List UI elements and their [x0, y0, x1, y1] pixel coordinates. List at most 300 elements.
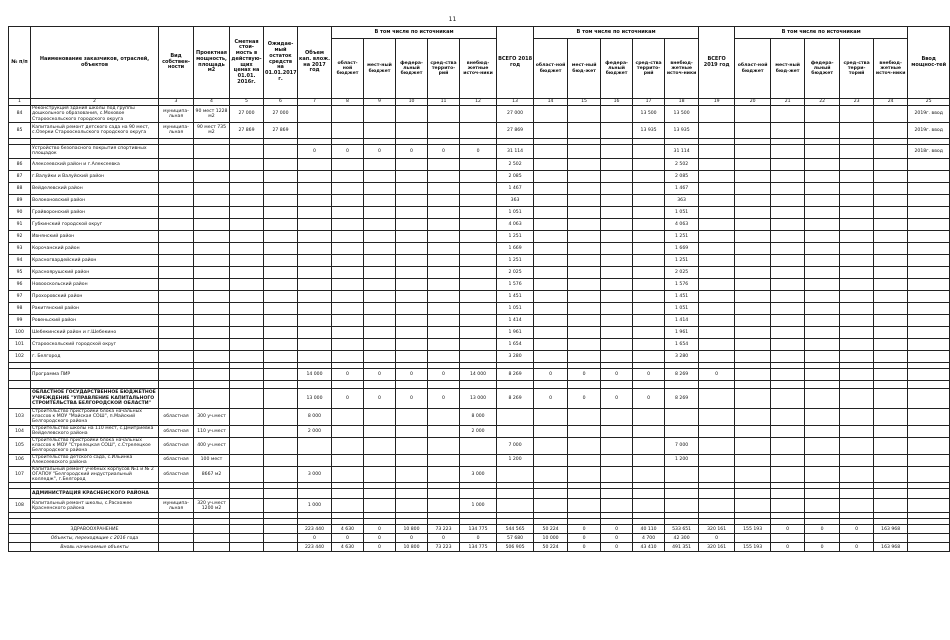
budget-table: [8, 26, 950, 552]
row-cell: [568, 278, 601, 290]
table-row: [9, 454, 950, 466]
row-cell: [771, 290, 805, 302]
row-cell: [396, 194, 428, 206]
column-number: 8: [332, 99, 364, 106]
row-cell: [735, 454, 771, 466]
row-cell: [735, 194, 771, 206]
row-cell: [364, 158, 396, 170]
row-cell: [633, 380, 665, 388]
row-cell: [805, 454, 840, 466]
row-cell: 0: [534, 388, 568, 408]
row-cell: [771, 266, 805, 278]
row-cell: 1 576: [665, 278, 699, 290]
row-cell: [665, 380, 699, 388]
row-cell: [332, 182, 364, 194]
row-cell: 223 440: [298, 525, 332, 534]
row-cell: 8 000: [298, 408, 332, 425]
row-cell: [805, 466, 840, 483]
row-cell: [298, 454, 332, 466]
row-cell: [633, 158, 665, 170]
row-cell: [840, 122, 874, 138]
row-cell: 363: [665, 194, 699, 206]
row-cell: [460, 302, 497, 314]
row-cell: [771, 388, 805, 408]
row-cell: [568, 326, 601, 338]
row-cell: [159, 350, 194, 362]
row-cell: [428, 266, 460, 278]
header-group2: В том числе по источникам: [534, 27, 699, 39]
row-cell: [735, 499, 771, 513]
row-cell: [298, 350, 332, 362]
row-cell: [568, 425, 601, 437]
row-cell: [396, 408, 428, 425]
row-cell: [771, 106, 805, 123]
row-name: Вейделевский район: [31, 182, 159, 194]
row-cell: [428, 338, 460, 350]
row-cell: [633, 278, 665, 290]
row-cell: [735, 350, 771, 362]
row-cell: [874, 144, 908, 158]
row-cell: [230, 425, 264, 437]
row-cell: [568, 338, 601, 350]
row-cell: [805, 408, 840, 425]
row-cell: [194, 144, 230, 158]
header-sub2: федера-льный бюджет: [601, 39, 633, 99]
row-cell: 3 280: [665, 350, 699, 362]
row-cell: [428, 170, 460, 182]
row-cell: [298, 437, 332, 454]
row-cell: [428, 302, 460, 314]
row-name: Вновь начинаемые объекты: [31, 543, 159, 552]
header-type: Вид собствен-ности: [159, 27, 194, 99]
row-cell: [428, 454, 460, 466]
row-cell: 1 467: [665, 182, 699, 194]
row-cell: 0: [460, 144, 497, 158]
row-cell: [534, 254, 568, 266]
row-cell: 1 654: [497, 338, 534, 350]
row-cell: 300 уч.мест: [194, 408, 230, 425]
row-cell: [460, 380, 497, 388]
row-cell: [633, 206, 665, 218]
row-cell: [699, 182, 735, 194]
row-cell: [840, 106, 874, 123]
header-capacity: Проектная мощность, площадь м2: [194, 27, 230, 99]
row-cell: 4 700: [633, 534, 665, 543]
row-cell: [396, 437, 428, 454]
row-cell: [840, 368, 874, 380]
row-cell: [534, 206, 568, 218]
table-row: [9, 543, 950, 552]
row-cell: [194, 230, 230, 242]
row-name: г.Валуйки и Валуйский район: [31, 170, 159, 182]
row-cell: [332, 437, 364, 454]
row-cell: [874, 266, 908, 278]
row-cell: [908, 543, 950, 552]
row-name: Капитальный ремонт школы, с.Расхожее Красненского района: [31, 499, 159, 513]
row-cell: 1 961: [665, 326, 699, 338]
row-cell: 4 063: [497, 218, 534, 230]
row-cell: [633, 314, 665, 326]
row-cell: [908, 230, 950, 242]
row-cell: [601, 106, 633, 123]
row-cell: [735, 122, 771, 138]
row-cell: [428, 314, 460, 326]
row-cell: областная: [159, 466, 194, 483]
column-number: 23: [840, 99, 874, 106]
row-cell: [396, 182, 428, 194]
row-cell: 400 уч.мест: [194, 437, 230, 454]
row-cell: [264, 302, 298, 314]
row-cell: [230, 499, 264, 513]
row-cell: [230, 368, 264, 380]
row-cell: [568, 170, 601, 182]
row-cell: [568, 194, 601, 206]
row-cell: [332, 194, 364, 206]
row-number: 108: [9, 499, 31, 513]
row-cell: [230, 144, 264, 158]
row-cell: [460, 206, 497, 218]
row-cell: [601, 290, 633, 302]
row-cell: [298, 254, 332, 266]
row-cell: [601, 218, 633, 230]
row-cell: 134 775: [460, 543, 497, 552]
row-cell: [298, 338, 332, 350]
row-cell: [735, 106, 771, 123]
row-cell: [735, 326, 771, 338]
row-cell: 320 уч.мест 1200 м2: [194, 499, 230, 513]
row-cell: [805, 380, 840, 388]
row-cell: [805, 534, 840, 543]
row-cell: [665, 408, 699, 425]
row-cell: 0: [332, 144, 364, 158]
row-cell: [908, 158, 950, 170]
row-cell: [364, 254, 396, 266]
row-cell: [771, 425, 805, 437]
row-number: 107: [9, 466, 31, 483]
row-cell: [908, 170, 950, 182]
row-cell: 4 630: [332, 543, 364, 552]
row-cell: [771, 437, 805, 454]
row-cell: [771, 499, 805, 513]
row-cell: 1 251: [497, 230, 534, 242]
row-cell: [633, 218, 665, 230]
row-cell: [194, 206, 230, 218]
row-cell: [771, 489, 805, 499]
row-cell: [364, 489, 396, 499]
table-row: [9, 350, 950, 362]
row-cell: [298, 194, 332, 206]
row-cell: [699, 499, 735, 513]
row-cell: [699, 158, 735, 170]
row-cell: [159, 388, 194, 408]
row-cell: [194, 388, 230, 408]
row-cell: [159, 338, 194, 350]
row-cell: [194, 350, 230, 362]
row-name: Капитальный ремонт учебных корпусов №1 и № 2 ОГАПОУ "Белгородский индустриальный колледж", г.Белгород: [31, 466, 159, 483]
row-cell: [364, 302, 396, 314]
table-row: [9, 290, 950, 302]
row-cell: 0: [332, 388, 364, 408]
row-cell: [699, 380, 735, 388]
row-cell: [364, 182, 396, 194]
column-number: 20: [735, 99, 771, 106]
row-cell: [364, 338, 396, 350]
row-cell: 491 351: [665, 543, 699, 552]
table-row: [9, 206, 950, 218]
header-num: № п/п: [9, 27, 31, 99]
row-cell: [771, 242, 805, 254]
row-cell: [298, 242, 332, 254]
row-cell: 1 414: [665, 314, 699, 326]
row-cell: [534, 314, 568, 326]
row-cell: [568, 489, 601, 499]
row-cell: [874, 489, 908, 499]
row-number: [9, 144, 31, 158]
row-cell: [771, 368, 805, 380]
row-name: Программа ПИР: [31, 368, 159, 380]
row-cell: [194, 242, 230, 254]
row-cell: 3 280: [497, 350, 534, 362]
row-cell: [230, 242, 264, 254]
row-cell: [633, 338, 665, 350]
row-cell: [699, 122, 735, 138]
row-cell: [264, 170, 298, 182]
row-cell: [840, 170, 874, 182]
row-number: [9, 388, 31, 408]
row-name: Волоконовский район: [31, 194, 159, 206]
row-cell: [428, 194, 460, 206]
row-cell: 2019г. ввод: [908, 122, 950, 138]
row-cell: [332, 466, 364, 483]
row-cell: [568, 230, 601, 242]
row-cell: 155 193: [735, 543, 771, 552]
row-cell: 3 000: [298, 466, 332, 483]
row-cell: [771, 158, 805, 170]
row-cell: 27 000: [264, 106, 298, 123]
row-cell: [601, 242, 633, 254]
row-cell: 1 669: [497, 242, 534, 254]
row-cell: [396, 338, 428, 350]
row-cell: [159, 380, 194, 388]
row-cell: 1 051: [497, 302, 534, 314]
row-cell: 0: [428, 368, 460, 380]
row-cell: [298, 206, 332, 218]
row-cell: 110 уч.мест: [194, 425, 230, 437]
row-cell: [840, 266, 874, 278]
row-cell: [735, 290, 771, 302]
row-cell: [460, 194, 497, 206]
row-cell: 0: [364, 144, 396, 158]
row-cell: [264, 314, 298, 326]
row-cell: [771, 206, 805, 218]
row-number: 101: [9, 338, 31, 350]
row-cell: [633, 290, 665, 302]
row-cell: [194, 254, 230, 266]
row-cell: [908, 338, 950, 350]
row-cell: 2 025: [497, 266, 534, 278]
row-name: Губкинский городской округ: [31, 218, 159, 230]
column-number: 14: [534, 99, 568, 106]
table-row: [9, 218, 950, 230]
row-cell: [568, 408, 601, 425]
row-cell: [497, 499, 534, 513]
row-cell: [771, 408, 805, 425]
row-cell: 27 000: [230, 106, 264, 123]
row-cell: 13 500: [665, 106, 699, 123]
row-cell: [332, 326, 364, 338]
row-cell: [601, 122, 633, 138]
row-cell: [601, 206, 633, 218]
table-row: [9, 326, 950, 338]
row-cell: [874, 338, 908, 350]
header-sub3: внебюд-жетные источ-ники: [874, 39, 908, 99]
header-sub3: федера-льный бюджет: [805, 39, 840, 99]
row-cell: [396, 489, 428, 499]
row-cell: [230, 326, 264, 338]
row-cell: [908, 525, 950, 534]
table-header: [9, 27, 950, 99]
row-cell: [396, 230, 428, 242]
row-cell: муниципа-льная: [159, 106, 194, 123]
row-cell: [568, 454, 601, 466]
row-cell: [874, 218, 908, 230]
row-cell: [332, 266, 364, 278]
row-number: 106: [9, 454, 31, 466]
row-cell: [908, 266, 950, 278]
header-sub1: област-ной бюджет: [332, 39, 364, 99]
row-cell: 90 мест 1228 м2: [194, 106, 230, 123]
row-cell: [534, 242, 568, 254]
row-cell: [264, 454, 298, 466]
row-cell: [332, 230, 364, 242]
row-cell: 27 869: [497, 122, 534, 138]
header-sub1: сред-ства террито-рий: [428, 39, 460, 99]
row-cell: 1 251: [497, 254, 534, 266]
table-row: [9, 242, 950, 254]
row-cell: [568, 466, 601, 483]
table-row: [9, 534, 950, 543]
row-name: Устройство безопасного покрытия спортивных площадок: [31, 144, 159, 158]
row-cell: 363: [497, 194, 534, 206]
row-cell: [601, 454, 633, 466]
row-cell: [396, 314, 428, 326]
header-sub2: сред-ства террито-рий: [633, 39, 665, 99]
row-cell: [633, 242, 665, 254]
row-cell: [396, 278, 428, 290]
row-cell: 1 414: [497, 314, 534, 326]
row-cell: [840, 534, 874, 543]
row-cell: [568, 499, 601, 513]
row-cell: [908, 194, 950, 206]
row-cell: [874, 302, 908, 314]
row-cell: 0: [298, 144, 332, 158]
row-cell: [805, 350, 840, 362]
row-cell: [332, 278, 364, 290]
row-cell: [633, 408, 665, 425]
row-cell: [159, 206, 194, 218]
row-cell: [568, 302, 601, 314]
column-number: 17: [633, 99, 665, 106]
row-cell: [601, 499, 633, 513]
row-cell: [364, 290, 396, 302]
row-cell: [264, 218, 298, 230]
row-number: 89: [9, 194, 31, 206]
row-cell: [699, 144, 735, 158]
row-cell: [396, 499, 428, 513]
row-cell: [264, 408, 298, 425]
row-cell: [601, 144, 633, 158]
row-cell: [874, 437, 908, 454]
row-cell: [428, 437, 460, 454]
row-cell: [230, 534, 264, 543]
row-cell: [908, 182, 950, 194]
row-cell: [601, 158, 633, 170]
row-number: 88: [9, 182, 31, 194]
row-cell: [332, 290, 364, 302]
column-number: 2: [31, 99, 159, 106]
table-row: [9, 170, 950, 182]
row-cell: 0: [568, 525, 601, 534]
row-cell: [460, 489, 497, 499]
row-cell: [364, 194, 396, 206]
row-cell: [497, 466, 534, 483]
row-cell: [908, 314, 950, 326]
row-cell: [699, 388, 735, 408]
row-cell: [332, 254, 364, 266]
row-number: 87: [9, 170, 31, 182]
row-cell: [534, 158, 568, 170]
row-cell: 8 269: [665, 388, 699, 408]
header-sub3: мест-ный бюд-жет: [771, 39, 805, 99]
row-cell: [298, 122, 332, 138]
column-number: 3: [159, 99, 194, 106]
row-cell: 0: [298, 534, 332, 543]
row-cell: [364, 218, 396, 230]
row-cell: [735, 218, 771, 230]
row-cell: [332, 314, 364, 326]
row-cell: [460, 242, 497, 254]
row-cell: [194, 525, 230, 534]
row-cell: 155 193: [735, 525, 771, 534]
row-cell: [771, 170, 805, 182]
row-cell: 0: [396, 534, 428, 543]
row-cell: [460, 266, 497, 278]
row-cell: [699, 206, 735, 218]
row-cell: [805, 206, 840, 218]
row-cell: [908, 380, 950, 388]
row-cell: [601, 182, 633, 194]
page-number: 11: [448, 16, 457, 23]
row-cell: 8667 м2: [194, 466, 230, 483]
row-cell: [230, 454, 264, 466]
row-number: 84: [9, 106, 31, 123]
row-cell: [601, 437, 633, 454]
row-cell: [159, 278, 194, 290]
row-cell: [497, 380, 534, 388]
row-cell: [534, 230, 568, 242]
row-cell: [840, 230, 874, 242]
row-cell: 506 905: [497, 543, 534, 552]
row-cell: [264, 338, 298, 350]
row-cell: 0: [601, 525, 633, 534]
row-cell: [874, 206, 908, 218]
row-cell: [264, 388, 298, 408]
row-cell: [298, 266, 332, 278]
row-cell: 1 051: [665, 302, 699, 314]
row-cell: [840, 254, 874, 266]
row-name: Новооскольский район: [31, 278, 159, 290]
row-cell: [771, 350, 805, 362]
